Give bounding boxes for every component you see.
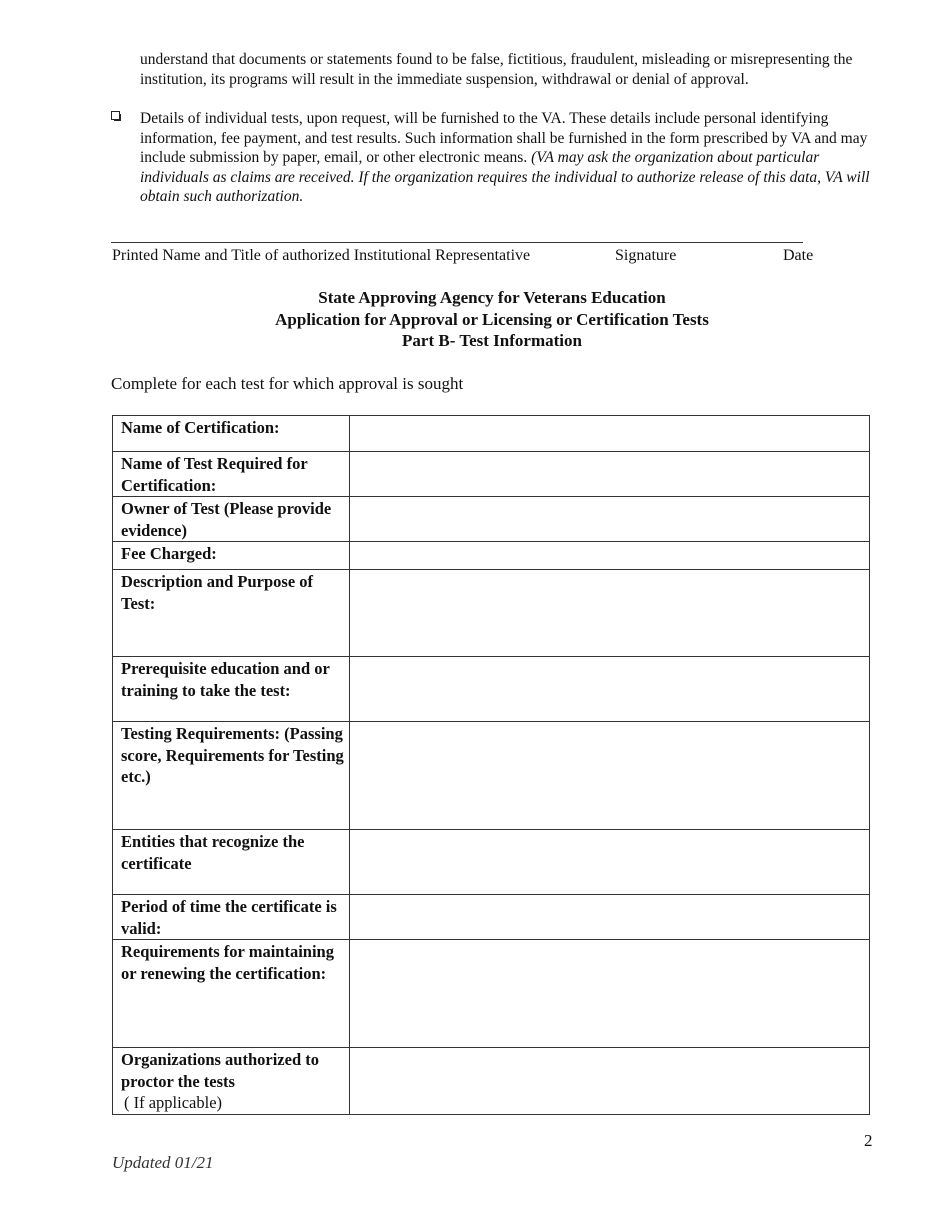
heading-line-1: State Approving Agency for Veterans Education [318,288,666,307]
row-label: Name of Test Required for Certification: [113,452,350,497]
bullet-item [140,109,870,207]
row-label: Organizations authorized to proctor the tests [121,1050,319,1091]
checkbox-bullet-icon [111,111,120,120]
date-label: Date [783,247,814,264]
printed-name-label: Printed Name and Title of authorized Institutional Representative [112,247,531,264]
validity-period-field[interactable] [350,895,870,940]
heading-line-3: Part B- Test Information [402,331,582,350]
table-row [113,1048,870,1115]
row-label: Testing Requirements: (Passing score, Requirements for Testing etc.) [113,722,350,830]
table-row [113,657,870,722]
row-label: Fee Charged: [113,542,350,570]
test-information-table [112,415,870,1115]
heading-line-2: Application for Approval or Licensing or Certification Tests [275,310,709,329]
table-row [113,895,870,940]
page-number: 2 [864,1131,873,1150]
certification-name-field[interactable] [350,416,870,452]
recognizing-entities-field[interactable] [350,830,870,895]
row-label: Description and Purpose of Test: [113,570,350,657]
row-label: Prerequisite education and or training to take the test: [113,657,350,722]
description-field[interactable] [350,570,870,657]
signature-label: Signature [615,247,677,264]
test-owner-field[interactable] [350,497,870,542]
top-paragraph: understand that documents or statements found to be false, fictitious, fraudulent, misleading or misrepresenting the institution, its programs will result in the immediate suspension, withdrawal or denial of approval. [140,51,853,88]
signature-line[interactable] [111,242,803,243]
table-row [113,416,870,452]
row-label: Name of Certification: [113,416,350,452]
fee-charged-field[interactable] [350,542,870,570]
proctor-organizations-field[interactable] [350,1048,870,1115]
table-row [113,940,870,1048]
footer-updated: Updated 01/21 [112,1153,214,1172]
row-label: Owner of Test (Please provide evidence) [113,497,350,542]
table-row [113,542,870,570]
table-row [113,830,870,895]
testing-requirements-field[interactable] [350,722,870,830]
prerequisite-field[interactable] [350,657,870,722]
row-label: Entities that recognize the certificate [113,830,350,895]
row-label: Period of time the certificate is valid: [113,895,350,940]
renewal-requirements-field[interactable] [350,940,870,1048]
row-label-note: ( If applicable) [124,1093,223,1112]
intro-text: Complete for each test for which approval is sought [111,374,464,393]
table-row [113,722,870,830]
table-row [113,452,870,497]
row-label-with-note [113,1048,350,1115]
table-row [113,497,870,542]
bullet-item-italic-note: (VA may ask the organization about particular individuals as claims are received. If the organization requires the individual to authorize release of this data, VA will obtain such authorization. [140,149,870,205]
bullet-item-text: Details of individual tests, upon request, will be furnished to the VA. These details include personal identifying information, fee payment, and test results. Such information shall be furnished in the form prescribed by VA and may include submission by paper, email, or other electronic means. [140,110,868,166]
table-row [113,570,870,657]
row-label: Requirements for maintaining or renewing the certification: [113,940,350,1048]
test-name-field[interactable] [350,452,870,497]
